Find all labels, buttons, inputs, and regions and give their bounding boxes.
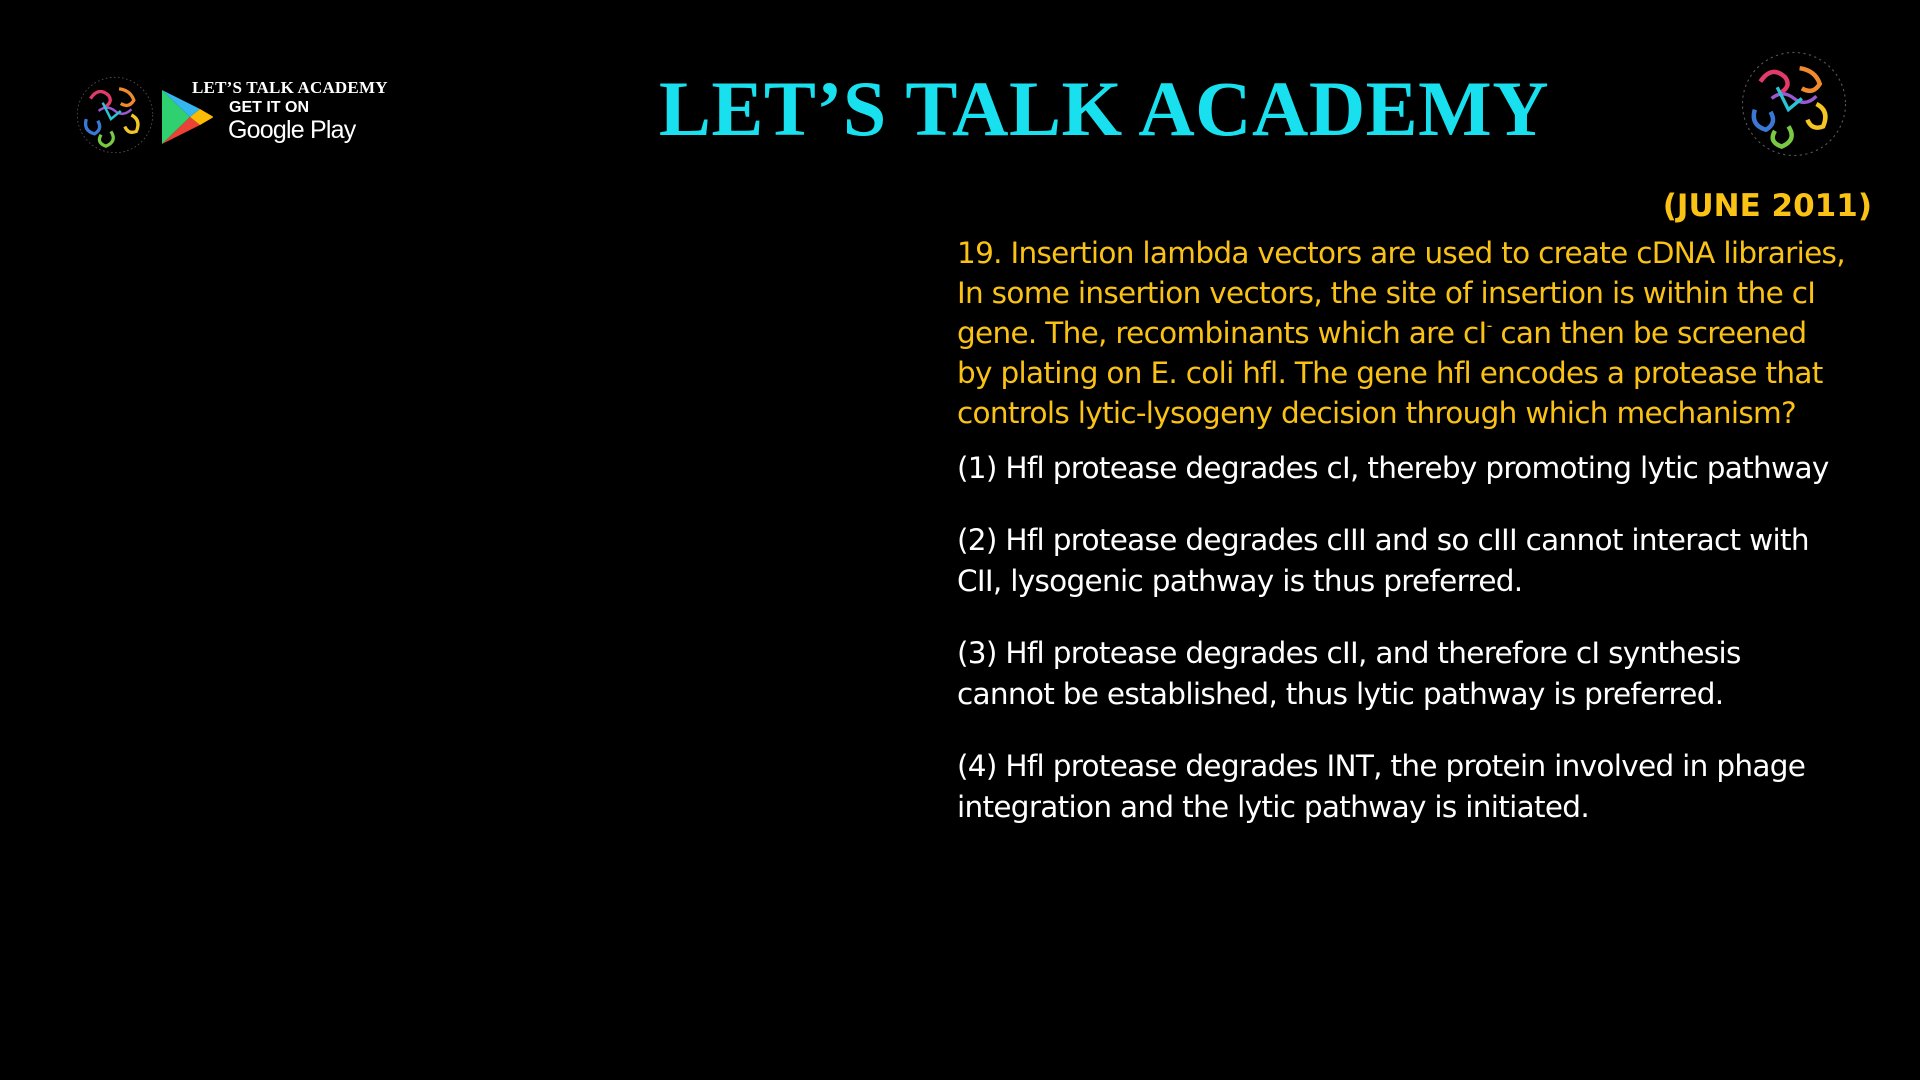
question-line: In some insertion vectors, the site of insertion is within the cI <box>957 276 1816 310</box>
badge-get-it-on: GET IT ON <box>229 99 309 116</box>
answer-option-2[interactable] <box>957 520 1887 602</box>
question-line-part: can then be screened <box>1491 316 1807 350</box>
exam-year-tag: (JUNE 2011) <box>1662 188 1872 224</box>
question-line: controls lytic-lysogeny decision through which mechanism? <box>957 396 1796 430</box>
option-line: (2) Hfl protease degrades cIII and so cIII cannot interact with <box>957 523 1809 557</box>
answer-option-3[interactable] <box>957 633 1887 715</box>
answer-option-4[interactable] <box>957 746 1887 828</box>
option-line: CII, lysogenic pathway is thus preferred. <box>957 564 1523 598</box>
question-line: by plating on E. coli hfl. The gene hfl encodes a protease that <box>957 356 1823 390</box>
option-line: cannot be established, thus lytic pathway is preferred. <box>957 677 1724 711</box>
question-text <box>957 233 1887 433</box>
superscript-minus: - <box>1486 316 1492 335</box>
option-line: (4) Hfl protease degrades INT, the protein involved in phage <box>957 749 1806 783</box>
question-line-part: gene. The, recombinants which are cI <box>957 316 1487 350</box>
answer-option-1[interactable] <box>957 448 1887 489</box>
option-line: (1) Hfl protease degrades cI, thereby promoting lytic pathway <box>957 451 1829 485</box>
page-title: LET’S TALK ACADEMY <box>658 65 1550 152</box>
question-line <box>957 313 1887 353</box>
question-line: 19. Insertion lambda vectors are used to create cDNA libraries, <box>957 236 1845 270</box>
protein-structure-logo-icon <box>1738 48 1850 160</box>
badge-store-name: Google Play <box>228 116 356 144</box>
answer-options <box>957 448 1887 859</box>
option-line: (3) Hfl protease degrades cII, and therefore cI synthesis <box>957 636 1741 670</box>
badge-academy-label: LET’S TALK ACADEMY <box>192 78 388 97</box>
option-line: integration and the lytic pathway is initiated. <box>957 790 1590 824</box>
